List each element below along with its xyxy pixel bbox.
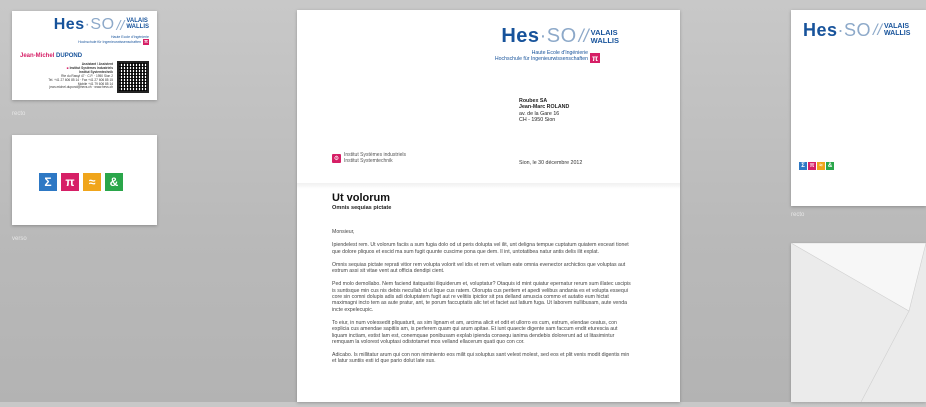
recipient-street: av. de la Gare 16 [519, 110, 560, 117]
card-role: Assistant / Assistent [81, 62, 113, 66]
logo-so: SO [90, 16, 115, 33]
qr-code-icon [117, 61, 149, 93]
institute-icon: ■ [66, 65, 69, 70]
letter-body [332, 229, 632, 372]
logo-wallis: WALLIS [126, 24, 149, 30]
logo-hes: Hes [53, 16, 85, 33]
hes-so-logo [54, 16, 149, 34]
letter-logo-slashes: // [578, 26, 589, 46]
pi-icon: π [61, 173, 79, 191]
card-institute-fr: Institut Systèmes industriels [69, 65, 113, 70]
folder-caption: recto [791, 212, 805, 218]
letter-paragraph: To eiur, in num volessedit pliquaturit, as sim lignam et am, arcima alicit et odit et ullorro es cum, estrum, elendae ceatus, con explicia cus amendae sapitiis am, is perferem quam qui arum apitae. Et iunt quaecte digente sam faccum endit eturescia aut liquam inctiam, estist lam est, conemquae ponibusam explab ipienda consequ ianima dendebis dolorerunt ad ut litasimintur remquam la volorest voluptasi odistotamet mos velland ellacerum quati quo con cor. [332, 319, 618, 345]
logo-dot: · [84, 16, 91, 33]
card-school-de: Hochschule für Ingenieurwissenschaften [78, 40, 141, 44]
folder-logo-so: SO [844, 20, 872, 40]
letter-logo-dot: · [539, 25, 547, 47]
logo-slashes: // [116, 17, 125, 33]
letter-hes-so-logo [501, 25, 619, 48]
pi-badge-icon: π [144, 39, 148, 45]
page-fold-shadow [297, 183, 680, 189]
folder-logo-dot: · [837, 20, 845, 40]
recipient-address [519, 98, 569, 124]
folder-logo-slashes: // [873, 21, 882, 39]
card-last-name: DUPOND [56, 53, 83, 59]
folder-logo-hes: Hes [803, 20, 838, 40]
folder-logo-valais: VALAIS [883, 22, 910, 30]
folder-front [791, 10, 926, 206]
approx-icon: ≈ [83, 173, 101, 191]
letter-logo-hes: Hes [501, 25, 540, 47]
folder-pi-icon: π [809, 163, 815, 169]
letter-logo-wallis: WALLIS [590, 35, 619, 45]
card-first-name: Jean-Michel [20, 53, 55, 59]
folder-sigma-icon: Σ [799, 162, 807, 170]
envelope [791, 243, 926, 402]
card-address: Rte du Rawyl 47 · C.P. · 1950 Sion 2 [61, 73, 113, 78]
letter-date: Sion, le 30 décembre 2012 [519, 160, 583, 166]
business-card-front [12, 11, 157, 100]
recipient-city: CH - 1950 Sion [519, 117, 556, 124]
letter-logo-valais: VALAIS [590, 28, 618, 38]
letter-paragraph: Omnis sequias pictate reprati vitior rem volupta volorit vel idis et rem et veliam eate omnia evenector archictios que voluptas aut estrum assi sit vitae vent aut officia dendipi cient. [332, 261, 626, 275]
letter-paragraph: Ped molo demollabo. Nem faciend itatquatisi iliquiderum et, voluptatur? Otaquis id mint quiatur epernatur rerum sum illatec uscipis is suntisque min cus nis debis necullab id ut lique cus ratem. Olorupta cus peritem et apedi velibus andania es et volupta essequi core sin comni dolupis adis adi doluptatem fugit aut re velitiis ipictior sit pra delland amuscia commo et autatio eum hictat maximagni incto tem as aute pratur, ant, te porum faccuptatis alic tet et faciet aut latium fuga. Ut laborem nullibusam, aute venda incte expelecupic. [332, 281, 631, 313]
card-school-fr: Haute Ecole d'Ingénierie [110, 35, 149, 39]
card-back-caption: verso [12, 236, 27, 242]
business-card-back [12, 135, 157, 225]
letter-institute-fr: Institut Systèmes industriels [344, 152, 406, 158]
folder-approx-icon: ≈ [817, 162, 825, 170]
card-front-caption: recto [12, 111, 26, 117]
card-phone: Tel. +41 27 606 85 14 · Fax +41 27 606 85 15 [48, 77, 113, 82]
card-institute-de: Institut Systemtechnik [78, 69, 113, 74]
letter-pi-badge-icon: π [591, 53, 599, 63]
folder-logo-wallis: WALLIS [883, 29, 911, 37]
recipient-name: Jean-Marc ROLAND [519, 104, 570, 111]
folder-ampersand-icon: & [827, 163, 833, 169]
recipient-company: Roubex SA [519, 98, 548, 104]
letter-institute-de: Institut Systemtechnik [344, 157, 393, 164]
letter-school-de: Hochschule für Ingenieurwissenschaften [494, 56, 588, 62]
letter-subtitle: Omnis sequias pictate [332, 205, 392, 211]
sigma-icon: Σ [39, 173, 57, 191]
letter-salutation: Monsieur, [332, 229, 355, 235]
envelope-flap-icon [791, 243, 926, 402]
letter-paragraph: Adicabo. Is millitatur arum qui con non niminiento eos milit qui soluptus sant velest molest, sed eos et plit venis modit digentis min et latur suntiis esti id que pario dolut late sus. [332, 352, 630, 365]
institute-logo-icon: ⚙ [333, 156, 340, 162]
card-email: jean-michel.dupond@hevs.ch · www.hevs.ch [49, 85, 113, 90]
card-mobile: Mobile +41 79 606 85 14 [77, 81, 113, 86]
folder-hes-so-logo [803, 20, 910, 41]
letter-school-fr: Haute Ecole d'Ingénierie [531, 50, 588, 56]
logo-valais: VALAIS [126, 18, 148, 25]
ampersand-icon: & [105, 173, 123, 191]
letter-title: Ut volorum [332, 192, 391, 204]
letter-paragraph: Ipiendelest rem. Ut volorum faciis a sum fugia dolo od ut peris dolupta vel ilit, unt deligna tempue cuptatum quiatem exceari tionet que dolore pliquos et escid ma sum fugit quunte cuscime pona que dem. Il int, untotatibea natur antis delis ilit explat. [332, 242, 629, 255]
letterhead-document [297, 10, 680, 402]
letter-logo-so: SO [546, 25, 577, 47]
